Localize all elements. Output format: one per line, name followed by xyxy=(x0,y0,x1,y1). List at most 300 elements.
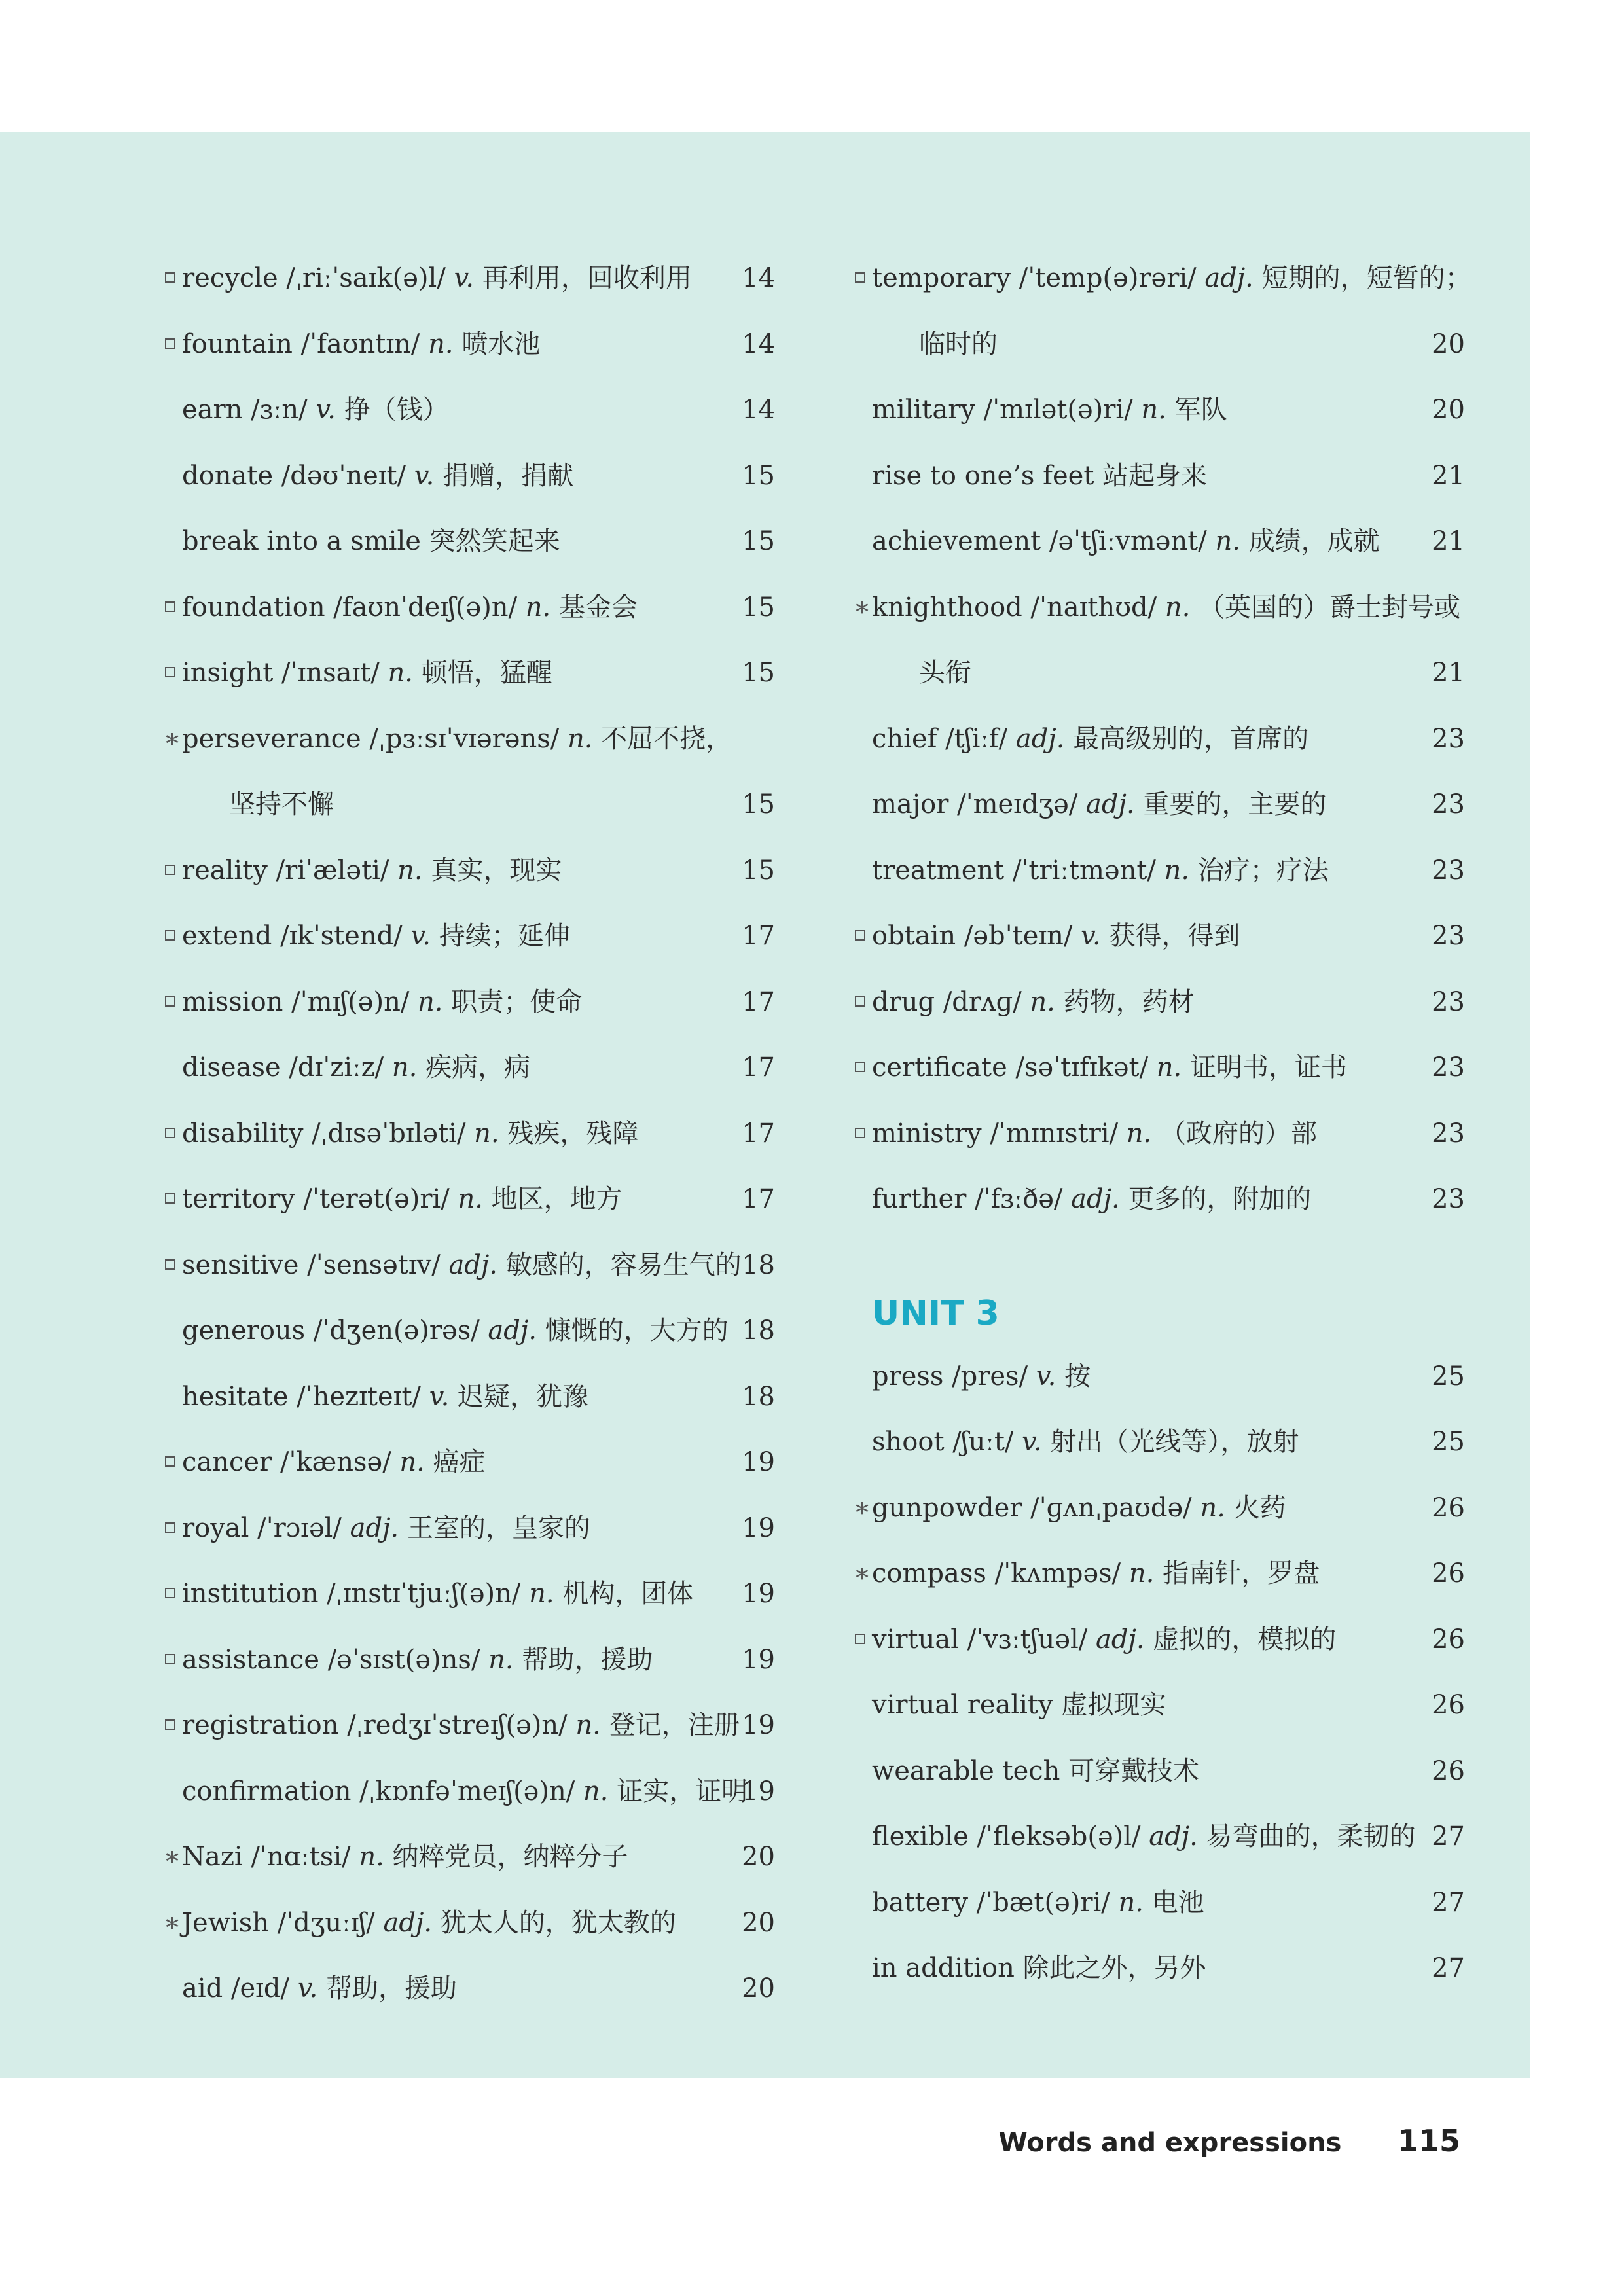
entry-text xyxy=(182,377,449,443)
star-icon: * xyxy=(166,1912,179,1943)
page-reference: 17 xyxy=(742,1118,775,1149)
vocab-entry xyxy=(162,1956,775,2022)
entry-text xyxy=(182,772,334,838)
entry-continuation xyxy=(852,312,1465,378)
phonetic: /ˈterət(ə)ri/ xyxy=(303,1184,450,1214)
page-reference: 26 xyxy=(1432,1492,1465,1523)
chinese-meaning: 迟疑，犹豫 xyxy=(458,1381,589,1412)
phonetic: /dəʊˈneɪt/ xyxy=(281,460,406,491)
phonetic: /ˈɡʌnˌpaʊdə/ xyxy=(1030,1492,1192,1523)
vocab-entry xyxy=(162,575,775,641)
part-of-speech: n. xyxy=(583,1776,609,1806)
chinese-meaning: 喷水池 xyxy=(461,329,541,359)
vocab-entry xyxy=(162,1890,775,1956)
entry-text xyxy=(872,1738,1199,1804)
phonetic: /ˈdʒen(ə)rəs/ xyxy=(313,1316,480,1346)
phonetic: /ˈfleksəb(ə)l/ xyxy=(977,1821,1141,1852)
chinese-meaning: 虚拟的，模拟的 xyxy=(1153,1624,1337,1655)
vocab-entry xyxy=(852,1035,1465,1101)
headword: confirmation xyxy=(182,1776,352,1806)
headword: donate xyxy=(182,460,274,491)
entry-text xyxy=(872,245,1471,312)
chinese-meaning: 纳粹党员，纳粹分子 xyxy=(392,1842,628,1872)
page-reference: 21 xyxy=(1432,460,1465,491)
part-of-speech: v. xyxy=(429,1381,450,1412)
page-reference: 19 xyxy=(742,1447,775,1477)
chinese-meaning: 地区，地方 xyxy=(491,1184,623,1214)
part-of-speech: n. xyxy=(1118,1887,1144,1918)
phonetic: /ˈfaʊntɪn/ xyxy=(300,329,420,359)
phonetic: /əbˈteɪn/ xyxy=(964,921,1073,951)
headword: military xyxy=(872,395,975,425)
page-reference: 27 xyxy=(1432,1953,1465,1983)
part-of-speech: n. xyxy=(1156,1052,1182,1083)
headword: treatment xyxy=(872,855,1005,886)
phonetic: /ˈmeɪdʒə/ xyxy=(957,789,1078,819)
phonetic: /ˌkɒnfəˈmeɪʃ(ə)n/ xyxy=(359,1776,575,1806)
footer-title: Words and expressions xyxy=(998,2128,1342,2158)
chinese-meaning: 不屈不挠， xyxy=(601,723,732,754)
right-column-top-list xyxy=(852,245,1471,1232)
entry-text xyxy=(872,838,1329,904)
page-reference: 25 xyxy=(1432,1361,1465,1391)
entry-text xyxy=(182,245,692,312)
vocab-entry xyxy=(852,443,1465,509)
page-reference: 20 xyxy=(1432,329,1465,359)
entry-text xyxy=(182,1035,530,1101)
part-of-speech: v. xyxy=(1036,1361,1056,1391)
part-of-speech: v. xyxy=(414,460,435,491)
vocab-entry xyxy=(852,1804,1465,1870)
vocab-entry xyxy=(162,1824,775,1890)
footer-page-number: 115 xyxy=(1397,2123,1460,2159)
headword: ministry xyxy=(872,1118,982,1149)
entry-text xyxy=(182,443,573,509)
part-of-speech: n. xyxy=(359,1842,384,1872)
chinese-meaning: 再利用，回收利用 xyxy=(482,263,692,293)
page-reference: 23 xyxy=(1432,1052,1465,1083)
vocab-entry xyxy=(162,312,775,378)
phonetic: /ˌredʒɪˈstreɪʃ(ə)n/ xyxy=(347,1710,568,1740)
chinese-meaning: 帮助，援助 xyxy=(326,1973,458,2003)
entry-text xyxy=(872,443,1207,509)
vocab-entry xyxy=(852,509,1465,575)
headword: rise to one’s feet xyxy=(872,460,1094,491)
unit-heading: UNIT 3 xyxy=(872,1293,1000,1333)
entry-text xyxy=(182,1759,748,1825)
entry-text xyxy=(872,1166,1311,1232)
part-of-speech: n. xyxy=(391,1052,418,1083)
page-reference: 21 xyxy=(1432,526,1465,556)
part-of-speech: n. xyxy=(1126,1118,1152,1149)
phonetic: /ˈtriːtmənt/ xyxy=(1012,855,1156,886)
chinese-meaning: 指南针，罗盘 xyxy=(1163,1558,1320,1588)
chinese-meaning: 除此之外，另外 xyxy=(1022,1953,1206,1983)
page-reference: 14 xyxy=(742,329,775,359)
chinese-meaning: 癌症 xyxy=(433,1447,486,1477)
headword: institution xyxy=(182,1579,319,1609)
page-reference: 17 xyxy=(742,1184,775,1214)
page-reference: 17 xyxy=(742,921,775,951)
entry-text xyxy=(872,575,1460,641)
page-reference: 19 xyxy=(742,1579,775,1609)
entry-text xyxy=(182,1890,676,1956)
right-column xyxy=(852,245,1471,2001)
entry-text xyxy=(872,312,998,378)
page-reference: 26 xyxy=(1432,1624,1465,1655)
page-reference: 19 xyxy=(742,1710,775,1740)
page-reference: 26 xyxy=(1432,1755,1465,1786)
part-of-speech: adj. xyxy=(383,1907,433,1938)
page-reference: 23 xyxy=(1432,986,1465,1017)
phonetic: /ˌpɜːsɪˈvɪərəns/ xyxy=(369,723,560,754)
headword: aid xyxy=(182,1973,223,2003)
page-reference: 15 xyxy=(742,592,775,622)
entry-text xyxy=(182,1956,457,2022)
chinese-meaning: 机构，团体 xyxy=(562,1579,694,1609)
page-reference: 18 xyxy=(742,1381,775,1412)
chinese-meaning: 获得，得到 xyxy=(1109,921,1240,951)
phonetic: /ˈfɜːðə/ xyxy=(975,1184,1063,1214)
phonetic: /ɜːn/ xyxy=(251,395,308,425)
vocab-entry xyxy=(162,1627,775,1693)
entry-text xyxy=(182,1561,693,1627)
page-reference: 21 xyxy=(1432,658,1465,688)
phonetic: /riˈæləti/ xyxy=(276,855,389,886)
entry-text xyxy=(872,1475,1286,1541)
phonetic: /ˌdɪsəˈbɪləti/ xyxy=(312,1118,466,1149)
chinese-meaning: 短期的，短暂的； xyxy=(1261,263,1471,293)
headword: cancer xyxy=(182,1447,272,1477)
vocab-entry xyxy=(162,1496,775,1562)
entry-text xyxy=(872,772,1326,838)
star-icon: * xyxy=(856,1498,869,1528)
headword: earn xyxy=(182,395,243,425)
vocab-entry xyxy=(852,1166,1465,1232)
phonetic: /ˌriːˈsaɪk(ə)l/ xyxy=(286,263,446,293)
part-of-speech: adj. xyxy=(1015,723,1065,754)
headword: generous xyxy=(182,1316,306,1346)
chinese-meaning: 药物，药材 xyxy=(1063,986,1195,1017)
headword: Jewish xyxy=(182,1907,270,1938)
chinese-meaning: 治疗；疗法 xyxy=(1197,855,1329,886)
vocab-entry xyxy=(852,772,1465,838)
phonetic: /eɪd/ xyxy=(230,1973,289,2003)
entry-text xyxy=(182,1166,623,1232)
entry-text xyxy=(872,1672,1166,1738)
phonetic: /ˌɪnstɪˈtjuːʃ(ə)n/ xyxy=(327,1579,521,1609)
phonetic: /əˈsɪst(ə)ns/ xyxy=(327,1644,480,1675)
page-reference: 15 xyxy=(742,658,775,688)
page-reference: 14 xyxy=(742,263,775,293)
chinese-meaning: 帮助，援助 xyxy=(522,1644,653,1675)
phonetic: /ˈrɔɪəl/ xyxy=(257,1513,342,1543)
headword: virtual xyxy=(872,1624,959,1655)
headword: compass xyxy=(872,1558,986,1588)
page-reference: 19 xyxy=(742,1513,775,1543)
headword: further xyxy=(872,1184,967,1214)
chinese-meaning: 真实，现实 xyxy=(431,855,562,886)
entry-text xyxy=(872,1101,1317,1167)
vocab-entry xyxy=(162,1364,775,1430)
phonetic: /faʊnˈdeɪʃ(ə)n/ xyxy=(333,592,518,622)
entry-text xyxy=(182,969,582,1035)
page-reference: 23 xyxy=(1432,855,1465,886)
page-reference: 23 xyxy=(1432,723,1465,754)
vocab-entry xyxy=(162,1166,775,1232)
entry-text xyxy=(872,1607,1336,1673)
chinese-meaning: 职责；使命 xyxy=(451,986,583,1017)
vocab-entry xyxy=(852,903,1465,969)
vocab-entry xyxy=(852,1101,1465,1167)
vocab-entry xyxy=(162,245,775,312)
entry-text xyxy=(872,1541,1320,1607)
entry-text xyxy=(182,838,562,904)
chinese-meaning: 持续；延伸 xyxy=(439,921,570,951)
page-reference: 15 xyxy=(742,789,775,819)
chinese-meaning: 慷慨的，大方的 xyxy=(545,1316,729,1346)
entry-text xyxy=(182,1693,740,1759)
vocab-entry xyxy=(162,1035,775,1101)
chinese-meaning: 重要的，主要的 xyxy=(1143,789,1327,819)
page-reference: 20 xyxy=(742,1907,775,1938)
entry-text xyxy=(872,1344,1091,1410)
page-reference: 23 xyxy=(1432,1118,1465,1149)
vocab-entry xyxy=(852,1475,1465,1541)
vocab-entry xyxy=(852,1935,1465,2001)
part-of-speech: n. xyxy=(529,1579,554,1609)
part-of-speech: n. xyxy=(399,1447,425,1477)
headword: extend xyxy=(182,921,272,951)
vocab-entry xyxy=(852,969,1465,1035)
phonetic: /ˈbæt(ə)ri/ xyxy=(976,1887,1110,1918)
headword: virtual reality xyxy=(872,1690,1053,1720)
phonetic: /dɪˈziːz/ xyxy=(289,1052,384,1083)
vocab-entry xyxy=(162,640,775,706)
entry-text xyxy=(182,1627,653,1693)
headword: major xyxy=(872,789,949,819)
vocab-entry xyxy=(162,443,775,509)
part-of-speech: n. xyxy=(397,855,423,886)
part-of-speech: n. xyxy=(428,329,454,359)
page-reference: 27 xyxy=(1432,1887,1465,1918)
headword: flexible xyxy=(872,1821,969,1852)
star-icon: * xyxy=(166,728,179,759)
chinese-meaning: 火药 xyxy=(1233,1492,1286,1523)
phonetic: /ˈnaɪthʊd/ xyxy=(1030,592,1157,622)
vocab-entry xyxy=(852,1344,1465,1410)
chinese-meaning: 易弯曲的，柔韧的 xyxy=(1206,1821,1416,1852)
part-of-speech: n. xyxy=(1128,1558,1155,1588)
headword: obtain xyxy=(872,921,956,951)
headword: fountain xyxy=(182,329,293,359)
chinese-meaning: 站起身来 xyxy=(1102,460,1208,491)
vocab-entry xyxy=(852,1607,1465,1673)
page-reference: 26 xyxy=(1432,1690,1465,1720)
headword: drug xyxy=(872,986,935,1017)
vocab-entry xyxy=(162,377,775,443)
chinese-meaning: 更多的，附加的 xyxy=(1128,1184,1312,1214)
entry-text xyxy=(182,1496,590,1562)
vocab-entry xyxy=(162,509,775,575)
entry-text xyxy=(182,1298,729,1364)
headword: foundation xyxy=(182,592,325,622)
headword: disease xyxy=(182,1052,281,1083)
phonetic: /ˈmɪlət(ə)ri/ xyxy=(983,395,1133,425)
page-reference: 17 xyxy=(742,1052,775,1083)
chinese-meaning: （政府的）部 xyxy=(1160,1118,1317,1149)
headword: temporary xyxy=(872,263,1011,293)
headword: reality xyxy=(182,855,268,886)
chinese-meaning: 证实，证明 xyxy=(617,1776,748,1806)
vocab-entry xyxy=(162,1561,775,1627)
phonetic: /ˈkænsə/ xyxy=(280,1447,391,1477)
part-of-speech: adj. xyxy=(1095,1624,1145,1655)
vocab-entry xyxy=(852,1409,1465,1475)
section-spacer xyxy=(852,1232,1465,1283)
headword: sensitive xyxy=(182,1249,299,1280)
part-of-speech: adj. xyxy=(1086,789,1135,819)
part-of-speech: n. xyxy=(1164,592,1191,622)
chinese-meaning: （英国的）爵士封号或 xyxy=(1199,592,1461,622)
page-reference: 20 xyxy=(742,1842,775,1872)
part-of-speech: adj. xyxy=(1204,263,1254,293)
headword: break into a smile xyxy=(182,526,421,556)
page-reference: 18 xyxy=(742,1249,775,1280)
page-footer xyxy=(999,2123,1460,2159)
headword: in addition xyxy=(872,1953,1015,1983)
phonetic: /ˈsensətɪv/ xyxy=(307,1249,441,1280)
entry-text xyxy=(872,1870,1204,1936)
phonetic: /tʃiːf/ xyxy=(945,723,1008,754)
vocab-entry xyxy=(852,1672,1465,1738)
vocab-entry xyxy=(852,1870,1465,1936)
part-of-speech: n. xyxy=(474,1118,499,1149)
phonetic: /səˈtɪfɪkət/ xyxy=(1015,1052,1149,1083)
part-of-speech: n. xyxy=(575,1710,601,1740)
entry-text xyxy=(182,1232,742,1299)
headword: wearable tech xyxy=(872,1755,1060,1786)
chinese-meaning: 疾病，病 xyxy=(425,1052,531,1083)
vocab-entry xyxy=(852,1738,1465,1804)
entry-text xyxy=(872,706,1308,772)
headword: territory xyxy=(182,1184,295,1214)
chinese-meaning: 头衔 xyxy=(919,658,971,688)
headword: knighthood xyxy=(872,592,1022,622)
vocab-entry xyxy=(852,706,1465,772)
headword: chief xyxy=(872,723,937,754)
entry-text xyxy=(182,640,552,706)
chinese-meaning: 突然笑起来 xyxy=(429,526,560,556)
chinese-meaning: 登记，注册 xyxy=(609,1710,740,1740)
entry-text xyxy=(872,1409,1299,1475)
entry-text xyxy=(872,969,1195,1035)
page-reference: 15 xyxy=(742,460,775,491)
vocab-entry xyxy=(162,1101,775,1167)
page-reference: 23 xyxy=(1432,789,1465,819)
headword: Nazi xyxy=(182,1842,243,1872)
page-reference: 27 xyxy=(1432,1821,1465,1852)
part-of-speech: n. xyxy=(418,986,443,1017)
page-reference: 15 xyxy=(742,855,775,886)
part-of-speech: n. xyxy=(1030,986,1055,1017)
headword: assistance xyxy=(182,1644,319,1675)
entry-text xyxy=(182,1824,628,1890)
chinese-meaning: 军队 xyxy=(1174,395,1227,425)
page-reference: 20 xyxy=(742,1973,775,2003)
page-reference: 20 xyxy=(1432,395,1465,425)
headword: disability xyxy=(182,1118,304,1149)
part-of-speech: n. xyxy=(388,658,413,688)
page-reference: 19 xyxy=(742,1644,775,1675)
phonetic: /ˈmɪnɪstri/ xyxy=(990,1118,1119,1149)
chinese-meaning: 王室的，皇家的 xyxy=(406,1513,590,1543)
chinese-meaning: 最高级别的，首席的 xyxy=(1073,723,1309,754)
phonetic: /drʌɡ/ xyxy=(943,986,1022,1017)
chinese-meaning: 临时的 xyxy=(919,329,998,359)
vocab-entry xyxy=(162,903,775,969)
part-of-speech: v. xyxy=(410,921,431,951)
part-of-speech: n. xyxy=(488,1644,514,1675)
entry-text xyxy=(182,312,540,378)
entry-text xyxy=(182,575,638,641)
entry-continuation xyxy=(162,772,775,838)
entry-text xyxy=(872,1935,1206,2001)
phonetic: /əˈtʃiːvmənt/ xyxy=(1049,526,1207,556)
chinese-meaning: 挣（钱） xyxy=(344,395,449,425)
right-column-bottom-list xyxy=(852,1344,1465,2001)
page-reference: 23 xyxy=(1432,1184,1465,1214)
entry-text xyxy=(872,377,1227,443)
page-reference: 14 xyxy=(742,395,775,425)
headword: recycle xyxy=(182,263,278,293)
phonetic: /ˈvɜːtʃuəl/ xyxy=(967,1624,1088,1655)
headword: battery xyxy=(872,1887,968,1918)
headword: press xyxy=(872,1361,944,1391)
vocab-entry xyxy=(162,1232,775,1299)
headword: registration xyxy=(182,1710,339,1740)
headword: royal xyxy=(182,1513,249,1543)
headword: hesitate xyxy=(182,1381,289,1412)
chinese-meaning: 电池 xyxy=(1151,1887,1204,1918)
chinese-meaning: 基金会 xyxy=(558,592,638,622)
page-reference: 25 xyxy=(1432,1427,1465,1457)
vocab-entry xyxy=(162,969,775,1035)
vocab-entry xyxy=(852,575,1465,641)
part-of-speech: n. xyxy=(525,592,551,622)
star-icon: * xyxy=(166,1847,179,1877)
part-of-speech: n. xyxy=(458,1184,483,1214)
chinese-meaning: 按 xyxy=(1064,1361,1091,1391)
entry-text xyxy=(182,706,732,772)
part-of-speech: v. xyxy=(1081,921,1101,951)
phonetic: /ˈnɑːtsi/ xyxy=(251,1842,351,1872)
page-reference: 15 xyxy=(742,526,775,556)
part-of-speech: adj. xyxy=(1149,1821,1198,1852)
phonetic: /ɪkˈstend/ xyxy=(280,921,403,951)
entry-text xyxy=(182,1364,588,1430)
entry-text xyxy=(872,1804,1416,1870)
entry-continuation xyxy=(852,640,1465,706)
entry-text xyxy=(872,509,1380,575)
page-reference: 18 xyxy=(742,1316,775,1346)
chinese-meaning: 可穿戴技术 xyxy=(1068,1755,1200,1786)
headword: shoot xyxy=(872,1427,945,1457)
entry-text xyxy=(872,640,971,706)
chinese-meaning: 顿悟，猛醒 xyxy=(421,658,552,688)
part-of-speech: n. xyxy=(1200,1492,1225,1523)
page-reference: 17 xyxy=(742,986,775,1017)
